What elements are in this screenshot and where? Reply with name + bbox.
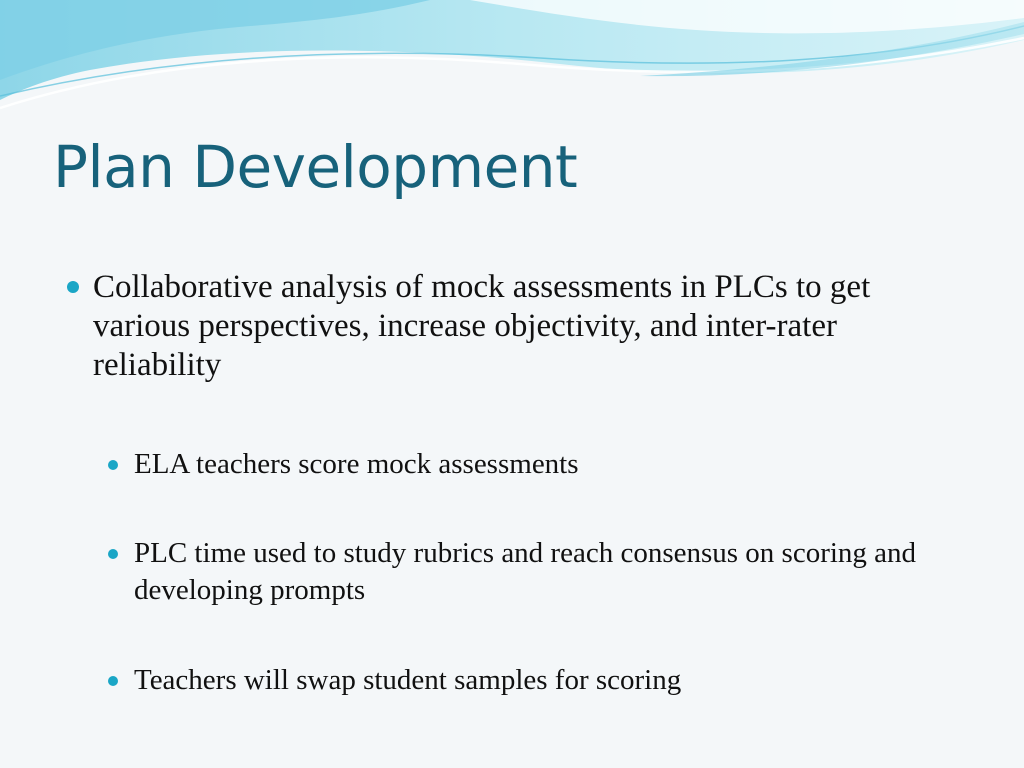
bullet-icon <box>108 549 118 559</box>
bullet-text: PLC time used to study rubrics and reach consensus on scoring and developing prompts <box>134 537 917 606</box>
bullet-icon <box>67 281 79 293</box>
bullet-icon <box>108 460 118 470</box>
bullet-text: Collaborative analysis of mock assessments in PLCs to get various perspectives, increase objectivity, and inter-rater reliability <box>93 269 871 383</box>
slide-title: Plan Development <box>53 133 578 201</box>
header-wave-graphic <box>0 0 1024 130</box>
bullet-item-1 <box>93 268 973 385</box>
bullet-text: ELA teachers score mock assessments <box>134 448 579 480</box>
sub-bullet-item-2 <box>134 535 974 609</box>
bullet-icon <box>108 676 118 686</box>
bullet-text: Teachers will swap student samples for scoring <box>134 664 682 696</box>
sub-bullet-item-1 <box>134 446 974 483</box>
sub-bullet-item-3 <box>134 662 974 699</box>
